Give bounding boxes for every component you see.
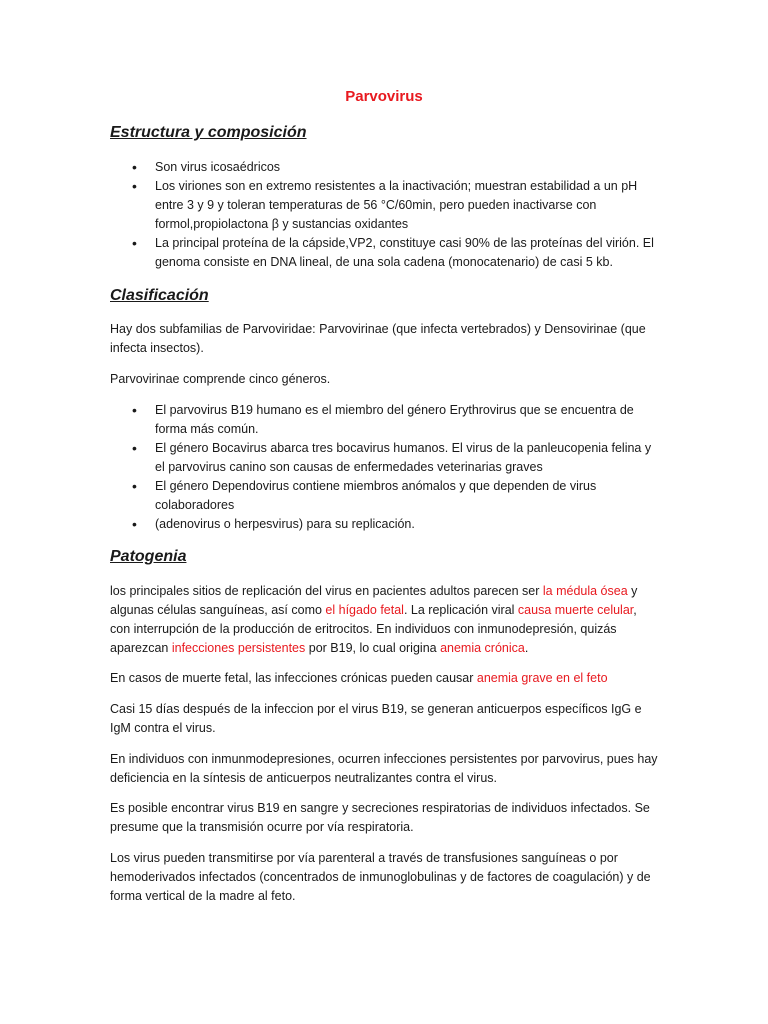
heading-patogenia: Patogenia (110, 548, 187, 565)
highlight-infecciones-persistentes: infecciones persistentes (171, 641, 306, 655)
highlight-anemia-grave: anemia grave en el feto (476, 671, 608, 685)
heading-estructura: Estructura y composición (110, 124, 307, 141)
bullet-icon: • (132, 516, 137, 532)
document-title: Parvovirus (345, 88, 423, 105)
highlight-anemia-cronica: anemia crónica (440, 641, 525, 655)
bullet-icon: • (132, 235, 137, 251)
highlight-higado-fetal: el hígado fetal (325, 603, 404, 617)
estructura-bullet-list (110, 158, 658, 272)
list-item: • Son virus icosaédricos (132, 159, 281, 175)
clasificacion-intro: Hay dos subfamilias de Parvoviridae: Parvovirinae (que infecta vertebrados) y Densovirinae (que infecta insectos). (110, 322, 646, 355)
patogenia-paragraph-1: los principales sitios de replicación del virus en pacientes adultos parecen ser la médula ósea y algunas células sanguíneas, así como el hígado fetal. La replicación viral causa muerte celular, con interrupción de la producción de eritrocitos. En individuos con inmunodepresión, quizás aparezcan infecciones persistentes por B19, lo cual origina anemia crónica. (110, 584, 638, 655)
bullet-icon: • (132, 440, 137, 456)
list-item: • Los viriones son en extremo resistentes a la inactivación; muestran estabilidad a un pH entre 3 y 9 y toleran temperaturas de 56 °C/60min, pero pueden inactivarse con formol,propiolactona β y sustancias oxidantes (132, 178, 638, 231)
bullet-icon: • (132, 178, 137, 194)
heading-clasificacion: Clasificación (110, 287, 209, 304)
clasificacion-bullet-list (110, 401, 658, 534)
list-item: • (adenovirus o herpesvirus) para su replicación. (132, 516, 415, 532)
bullet-icon: • (132, 159, 137, 175)
list-item: • El parvovirus B19 humano es el miembro del género Erythrovirus que se encuentra de forma más común. (132, 402, 634, 436)
patogenia-paragraph-3: Casi 15 días después de la infeccion por el virus B19, se generan anticuerpos específicos IgG e IgM contra el virus. (110, 702, 642, 735)
list-item: • El género Dependovirus contiene miembros anómalos y que dependen de virus colaboradores (132, 478, 597, 512)
patogenia-paragraph-4: En individuos con inmunmodepresiones, ocurren infecciones persistentes por parvovirus, pues hay deficiencia en la síntesis de anticuerpos neutralizantes contra el virus. (110, 752, 658, 785)
highlight-muerte-celular: causa muerte celular (517, 603, 634, 617)
bullet-icon: • (132, 478, 137, 494)
clasificacion-generos-intro: Parvovirinae comprende cinco géneros. (110, 372, 331, 386)
patogenia-paragraph-6: Los virus pueden transmitirse por vía parenteral a través de transfusiones sanguíneas o por hemoderivados infectados (concentrados de inmunoglobulinas y de factores de coagulación) y de forma vertical de la madre al feto. (110, 851, 651, 903)
list-item: • El género Bocavirus abarca tres bocavirus humanos. El virus de la panleucopenia felina y el parvovirus canino son causas de enfermedades veterinarias graves (132, 440, 652, 474)
list-item: • La principal proteína de la cápside,VP2, constituye casi 90% de las proteínas del virión. El genoma consiste en DNA lineal, de una sola cadena (monocatenario) de casi 5 kb. (132, 235, 654, 269)
highlight-medula-osea: la médula ósea (542, 584, 628, 598)
patogenia-paragraph-2: En casos de muerte fetal, las infecciones crónicas pueden causar anemia grave en el feto (110, 671, 608, 685)
patogenia-paragraph-5: Es posible encontrar virus B19 en sangre y secreciones respiratorias de individuos infectados. Se presume que la transmisión ocurre por vía respiratoria. (110, 801, 650, 834)
bullet-icon: • (132, 402, 137, 418)
